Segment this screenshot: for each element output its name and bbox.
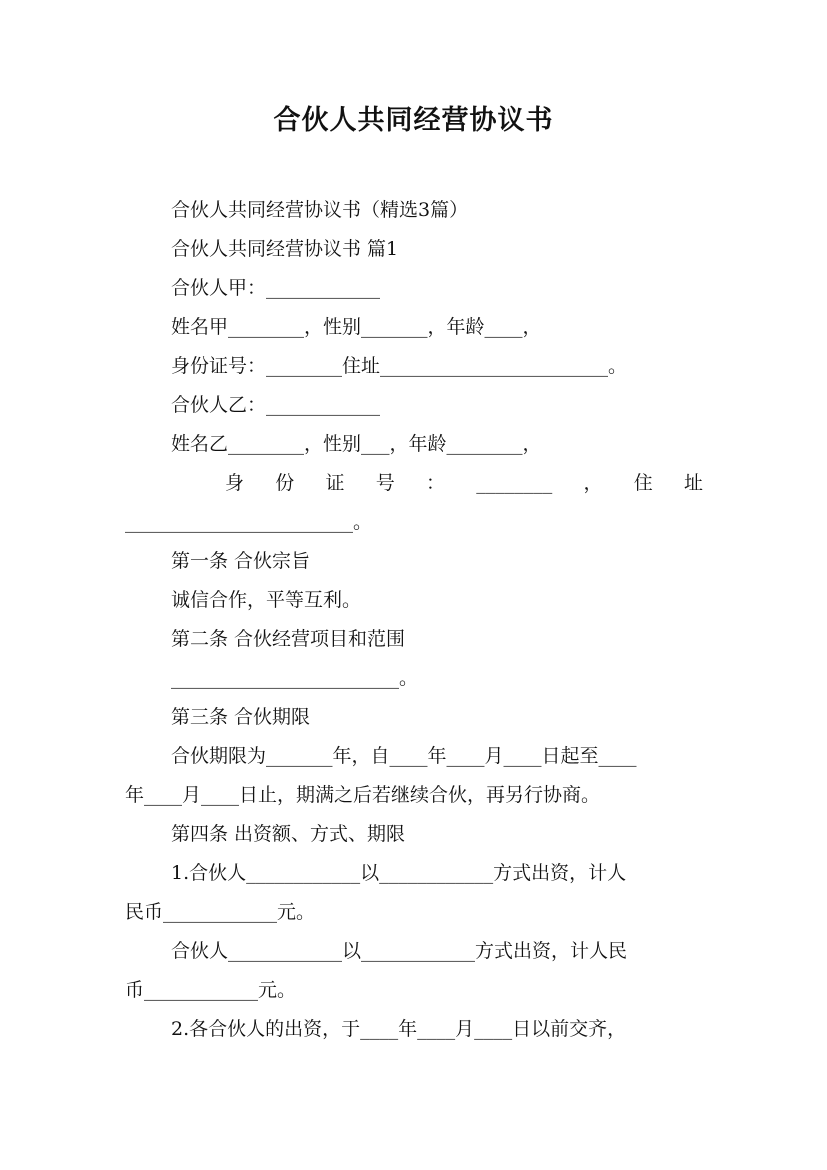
article-4-item-1-cont: 民币____________元。 bbox=[125, 901, 316, 923]
partner-a-line: 合伙人甲：____________ bbox=[171, 277, 381, 299]
address-blank-line: ________________________。 bbox=[125, 511, 373, 533]
article-1-heading: 第一条 合伙宗旨 bbox=[171, 550, 311, 572]
article-2-heading: 第二条 合伙经营项目和范围 bbox=[171, 628, 406, 650]
article-3-text: 合伙期限为_______年，自____年____月____日起至____ bbox=[171, 745, 637, 767]
article-4-heading: 第四条 出资额、方式、期限 bbox=[171, 823, 406, 845]
document-title: 合伙人共同经营协议书 bbox=[273, 105, 554, 136]
document-subtitle: 合伙人共同经营协议书（精选3篇） bbox=[171, 199, 469, 221]
id-char: 身 bbox=[225, 472, 245, 494]
id-char: 份 bbox=[275, 472, 295, 494]
id-char: ： bbox=[426, 472, 446, 494]
partner-a-info-line: 姓名甲________，性别_______，年龄____， bbox=[171, 316, 542, 338]
article-3-text-cont: 年____月____日止，期满之后若继续合伙，再另行协商。 bbox=[125, 784, 601, 806]
article-4-item-1b-cont: 币____________元。 bbox=[125, 979, 297, 1001]
section-heading: 合伙人共同经营协议书 篇1 bbox=[171, 238, 399, 260]
id-char: ， bbox=[583, 472, 603, 494]
article-3-heading: 第三条 合伙期限 bbox=[171, 706, 311, 728]
partner-b-id-line bbox=[125, 470, 703, 496]
id-char: 号 bbox=[375, 472, 395, 494]
article-1-text: 诚信合作，平等互利。 bbox=[171, 589, 362, 611]
partner-b-line: 合伙人乙：____________ bbox=[171, 394, 381, 416]
id-char: 证 bbox=[325, 472, 345, 494]
article-4-item-1b: 合伙人____________以____________方式出资，计人民 bbox=[171, 940, 628, 962]
id-char: 址 bbox=[683, 472, 703, 494]
article-2-text: ________________________。 bbox=[171, 667, 419, 689]
article-4-item-2: 2.各合伙人的出资，于____年____月____日以前交齐， bbox=[171, 1018, 627, 1040]
id-char: 住 bbox=[633, 472, 653, 494]
partner-a-id-line: 身份证号：________住址________________________。 bbox=[171, 355, 628, 377]
article-4-item-1: 1.合伙人____________以____________方式出资，计人 bbox=[171, 862, 627, 884]
id-blank: ________ bbox=[476, 472, 553, 494]
partner-b-info-line: 姓名乙________，性别___，年龄________， bbox=[171, 433, 542, 455]
